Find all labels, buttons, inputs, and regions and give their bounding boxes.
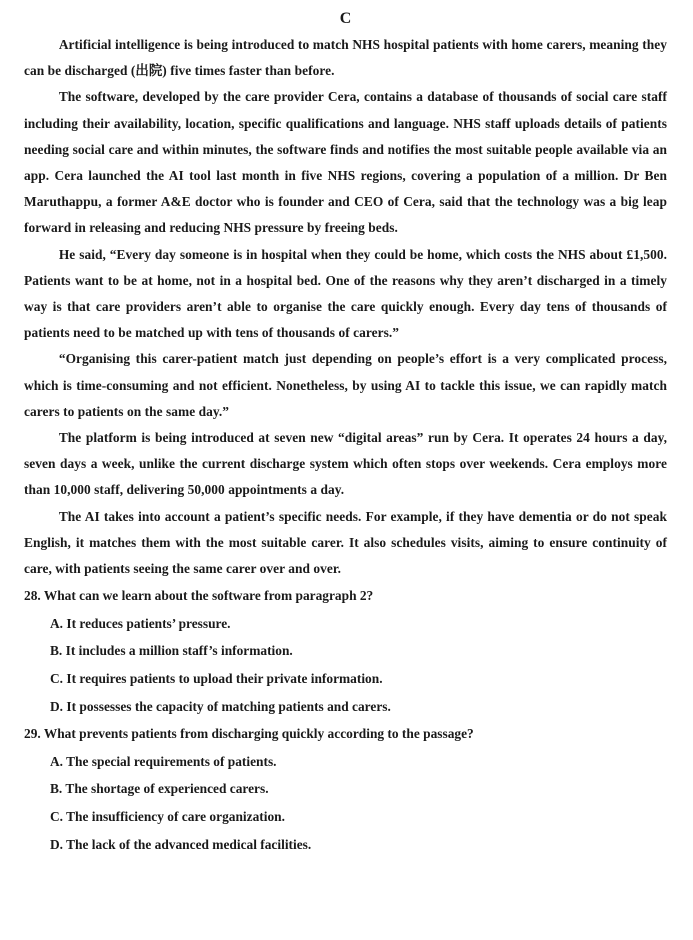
passage-paragraph-3: He said, “Every day someone is in hospital when they could be home, which costs the NHS about £1,500. Patients want to be at home, not in a hospital bed. One of the reasons why they aren’t discharged in a timely way is that care providers aren’t able to organise the care quickly enough. Every day tens of thousands of patients need to be matched up with tens of thousands of carers.” [24,246,667,341]
passage-paragraph-2: The software, developed by the care provider Cera, contains a database of thousands of social care staff including their availability, location, specific qualifications and language. NHS staff uploads details of patients needing social care and within minutes, the software finds and notifies the most suitable people available via an app. Cera launched the AI tool last month in five NHS regions, covering a population of a million. Dr Ben Maruthappu, a former A&E doctor who is founder and CEO of Cera, said that the technology was a big leap forward in releasing and reducing NHS pressure by freeing beds. [24,89,667,236]
question-stem: 28. What can we learn about the software from paragraph 2? [24,588,374,604]
passage-paragraph-6: The AI takes into account a patient’s specific needs. For example, if they have dementia or do not speak English, it matches them with the most suitable carer. It also schedules visits, aiming to ensure continuity of care, with patients seeing the same carer over and over. [24,508,667,577]
passage-paragraph-4: “Organising this carer-patient match just depending on people’s effort is a very complicated process, which is time-consuming and not efficient. Nonetheless, by using AI to tackle this issue, we can rapidly match carers to patients on the same day.” [24,351,667,419]
answer-option-c: C. It requires patients to upload their private information. [50,671,383,687]
answer-option-a: A. It reduces patients’ pressure. [50,615,231,631]
answer-option-c: C. The insufficiency of care organization. [50,809,285,825]
passage-paragraph-5: The platform is being introduced at seven new “digital areas” run by Cera. It operates 24 hours a day, seven days a week, unlike the current discharge system which often stops over weekends. Cera employs more than 10,000 staff, delivering 50,000 appointments a day. [24,430,667,498]
answer-options [24,610,667,720]
passage-paragraph-1: Artificial intelligence is being introduced to match NHS hospital patients with home carers, meaning they can be discharged (出院) five times faster than before. [24,37,667,79]
question-28 [24,582,667,720]
answer-option-b: B. The shortage of experienced carers. [50,781,269,797]
section-label: C [339,10,352,27]
answer-options [24,748,667,858]
answer-option-b: B. It includes a million staff’s information. [50,643,293,659]
question-29 [24,720,667,858]
answer-option-d: D. It possesses the capacity of matching patients and carers. [50,698,391,714]
answer-option-d: D. The lack of the advanced medical facilities. [50,836,312,852]
passage [24,32,667,582]
answer-option-a: A. The special requirements of patients. [50,753,277,769]
question-stem: 29. What prevents patients from discharging quickly according to the passage? [24,726,474,742]
